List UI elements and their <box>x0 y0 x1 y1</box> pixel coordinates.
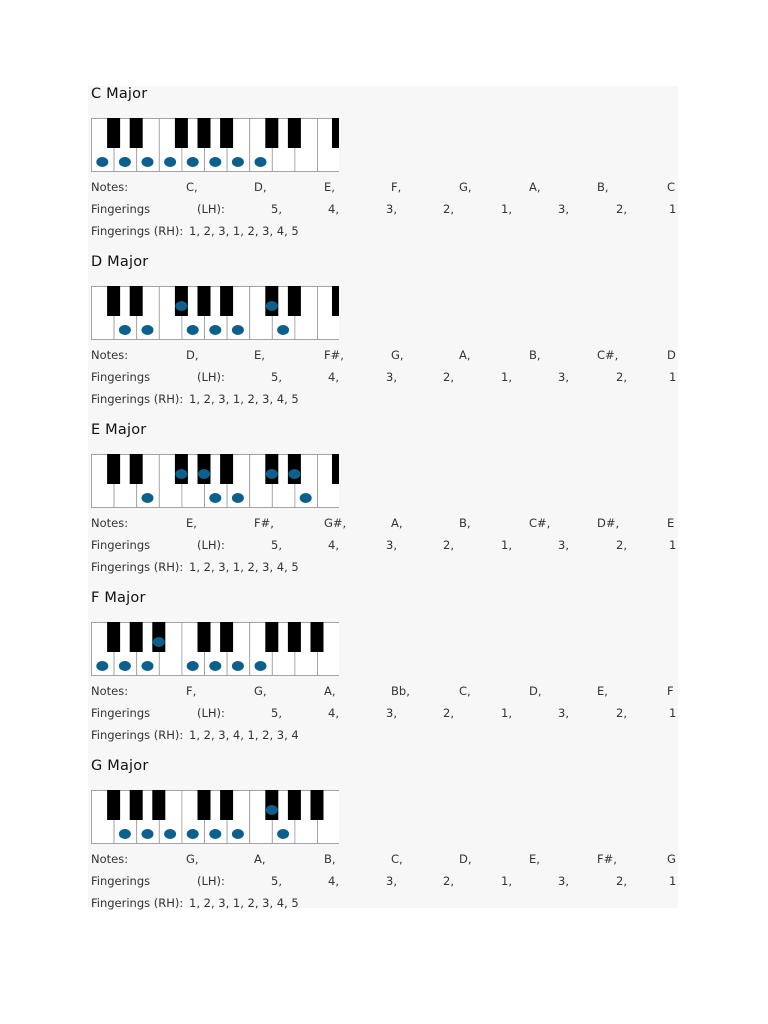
scale-title: G Major <box>91 758 149 774</box>
note-name: A, <box>254 852 266 866</box>
note-name: C, <box>186 180 198 194</box>
lh-finger: 4, <box>328 202 339 216</box>
notes-label: Notes: <box>91 348 129 362</box>
rh-label: Fingerings (RH): <box>91 896 184 910</box>
lh-finger: 1 <box>669 538 677 552</box>
note-name: F#, <box>597 852 617 866</box>
lh-label: Fingerings <box>91 538 151 552</box>
lh-hand-label: (LH): <box>197 370 225 384</box>
rh-fingering-row <box>91 896 678 912</box>
note-name: B, <box>529 348 541 362</box>
scale-note-dot <box>142 829 154 839</box>
scale-title: F Major <box>91 590 146 606</box>
rh-label: Fingerings (RH): <box>91 728 184 742</box>
note-name: D <box>667 348 676 362</box>
lh-finger: 3, <box>386 370 397 384</box>
scale-note-dot <box>119 325 131 335</box>
scale-note-dot <box>232 493 244 503</box>
scale-note-dot <box>187 325 199 335</box>
lh-finger: 1, <box>501 874 512 888</box>
black-key <box>220 622 233 652</box>
black-key <box>220 454 233 484</box>
lh-fingering-row <box>91 874 678 890</box>
lh-finger: 2, <box>443 706 454 720</box>
black-key <box>332 286 339 316</box>
lh-fingering-row <box>91 706 678 722</box>
note-name: B, <box>597 180 609 194</box>
note-name: E, <box>324 180 335 194</box>
note-name: E <box>667 516 675 530</box>
lh-finger: 1, <box>501 706 512 720</box>
lh-finger: 1 <box>669 874 677 888</box>
scale-note-dot <box>232 157 244 167</box>
piano-keyboard <box>91 118 339 172</box>
scale-note-dot <box>232 325 244 335</box>
lh-finger: 2, <box>443 538 454 552</box>
note-name: B, <box>459 516 471 530</box>
piano-keyboard <box>91 286 339 340</box>
lh-finger: 1 <box>669 706 677 720</box>
rh-fingering-row <box>91 560 678 576</box>
lh-finger: 4, <box>328 538 339 552</box>
scale-note-dot <box>187 829 199 839</box>
black-key <box>311 622 324 652</box>
black-key <box>198 790 211 820</box>
rh-fingering-row <box>91 392 678 408</box>
black-key <box>332 118 339 148</box>
black-key <box>311 790 324 820</box>
scale-title: C Major <box>91 86 148 102</box>
note-name: D, <box>529 684 542 698</box>
note-name: Bb, <box>391 684 410 698</box>
scale-note-dot <box>288 469 300 479</box>
lh-finger: 1 <box>669 202 677 216</box>
scale-title: D Major <box>91 254 149 270</box>
note-name: A, <box>324 684 336 698</box>
lh-finger: 1 <box>669 370 677 384</box>
black-key <box>130 118 143 148</box>
notes-row <box>91 180 678 196</box>
scale-note-dot <box>175 469 187 479</box>
lh-finger: 2, <box>616 874 627 888</box>
scale-note-dot <box>142 157 154 167</box>
note-name: F#, <box>324 348 344 362</box>
note-name: G, <box>459 180 472 194</box>
scale-note-dot <box>266 301 278 311</box>
scale-block <box>91 254 678 414</box>
lh-finger: 3, <box>558 370 569 384</box>
scale-note-dot <box>96 157 108 167</box>
black-key <box>198 622 211 652</box>
black-key <box>152 790 165 820</box>
lh-finger: 2, <box>616 202 627 216</box>
scale-note-dot <box>119 661 131 671</box>
lh-finger: 5, <box>271 874 282 888</box>
scales-sheet <box>88 86 678 908</box>
lh-fingering-row <box>91 538 678 554</box>
lh-finger: 2, <box>443 370 454 384</box>
rh-fingering-row <box>91 224 678 240</box>
black-key <box>265 622 278 652</box>
lh-finger: 5, <box>271 706 282 720</box>
note-name: F#, <box>254 516 274 530</box>
scale-block <box>91 86 678 246</box>
scale-note-dot <box>209 661 221 671</box>
scale-note-dot <box>209 493 221 503</box>
rh-label: Fingerings (RH): <box>91 224 184 238</box>
black-key <box>130 790 143 820</box>
lh-fingering-row <box>91 202 678 218</box>
lh-finger: 3, <box>558 538 569 552</box>
notes-row <box>91 684 678 700</box>
lh-label: Fingerings <box>91 370 151 384</box>
lh-finger: 2, <box>616 706 627 720</box>
lh-finger: 3, <box>386 202 397 216</box>
scale-block <box>91 758 678 918</box>
note-name: E, <box>529 852 540 866</box>
black-key <box>288 286 301 316</box>
lh-finger: 1, <box>501 370 512 384</box>
lh-hand-label: (LH): <box>197 874 225 888</box>
notes-row <box>91 852 678 868</box>
lh-finger: 3, <box>386 538 397 552</box>
rh-fingers: 1, 2, 3, 1, 2, 3, 4, 5 <box>189 224 299 238</box>
scale-note-dot <box>142 661 154 671</box>
note-name: B, <box>324 852 336 866</box>
note-name: G <box>667 852 676 866</box>
lh-label: Fingerings <box>91 874 151 888</box>
scale-note-dot <box>300 493 312 503</box>
lh-finger: 3, <box>558 706 569 720</box>
note-name: F <box>667 684 674 698</box>
black-key <box>107 286 120 316</box>
note-name: C, <box>391 852 403 866</box>
piano-keyboard <box>91 622 339 676</box>
black-key <box>130 454 143 484</box>
scale-block <box>91 422 678 582</box>
note-name: F, <box>391 180 402 194</box>
scale-note-dot <box>142 325 154 335</box>
lh-finger: 2, <box>616 538 627 552</box>
lh-hand-label: (LH): <box>197 538 225 552</box>
lh-finger: 2, <box>443 202 454 216</box>
lh-label: Fingerings <box>91 202 151 216</box>
rh-label: Fingerings (RH): <box>91 392 184 406</box>
scale-note-dot <box>232 661 244 671</box>
scale-note-dot <box>255 661 267 671</box>
scale-note-dot <box>175 301 187 311</box>
lh-finger: 3, <box>558 874 569 888</box>
rh-label: Fingerings (RH): <box>91 560 184 574</box>
scale-note-dot <box>277 829 289 839</box>
lh-label: Fingerings <box>91 706 151 720</box>
notes-label: Notes: <box>91 684 129 698</box>
lh-finger: 4, <box>328 874 339 888</box>
black-key <box>220 286 233 316</box>
scale-note-dot <box>255 157 267 167</box>
scale-note-dot <box>96 661 108 671</box>
scale-note-dot <box>119 157 131 167</box>
black-key <box>265 118 278 148</box>
scale-note-dot <box>232 829 244 839</box>
note-name: C, <box>459 684 471 698</box>
notes-row <box>91 516 678 532</box>
note-name: D, <box>186 348 199 362</box>
scale-note-dot <box>277 325 289 335</box>
black-key <box>130 286 143 316</box>
scale-note-dot <box>198 469 210 479</box>
black-key <box>220 790 233 820</box>
black-key <box>175 118 188 148</box>
rh-fingers: 1, 2, 3, 1, 2, 3, 4, 5 <box>189 560 299 574</box>
note-name: E, <box>597 684 608 698</box>
lh-finger: 5, <box>271 370 282 384</box>
lh-finger: 4, <box>328 706 339 720</box>
scale-note-dot <box>119 829 131 839</box>
scale-note-dot <box>164 157 176 167</box>
lh-finger: 3, <box>386 874 397 888</box>
rh-fingers: 1, 2, 3, 1, 2, 3, 4, 5 <box>189 896 299 910</box>
lh-finger: 3, <box>558 202 569 216</box>
note-name: C#, <box>529 516 551 530</box>
black-key <box>107 454 120 484</box>
lh-finger: 1, <box>501 538 512 552</box>
note-name: E, <box>186 516 197 530</box>
note-name: D#, <box>597 516 620 530</box>
note-name: A, <box>529 180 541 194</box>
note-name: G, <box>186 852 199 866</box>
scale-note-dot <box>266 805 278 815</box>
lh-hand-label: (LH): <box>197 706 225 720</box>
black-key <box>107 622 120 652</box>
black-key <box>130 622 143 652</box>
note-name: D, <box>254 180 267 194</box>
note-name: E, <box>254 348 265 362</box>
note-name: G#, <box>324 516 347 530</box>
note-name: C#, <box>597 348 619 362</box>
scale-note-dot <box>164 829 176 839</box>
black-key <box>198 286 211 316</box>
notes-label: Notes: <box>91 180 129 194</box>
note-name: C <box>667 180 676 194</box>
note-name: A, <box>459 348 471 362</box>
note-name: G, <box>254 684 267 698</box>
scale-note-dot <box>153 637 165 647</box>
note-name: D, <box>459 852 472 866</box>
scale-block <box>91 590 678 750</box>
scale-note-dot <box>187 157 199 167</box>
rh-fingers: 1, 2, 3, 4, 1, 2, 3, 4 <box>189 728 299 742</box>
piano-keyboard <box>91 790 339 844</box>
scale-note-dot <box>209 325 221 335</box>
lh-fingering-row <box>91 370 678 386</box>
notes-row <box>91 348 678 364</box>
lh-finger: 1, <box>501 202 512 216</box>
black-key <box>107 790 120 820</box>
black-key <box>332 454 339 484</box>
scale-title: E Major <box>91 422 147 438</box>
rh-fingering-row <box>91 728 678 744</box>
scale-note-dot <box>266 469 278 479</box>
black-key <box>198 118 211 148</box>
black-key <box>288 622 301 652</box>
note-name: G, <box>391 348 404 362</box>
scale-note-dot <box>142 493 154 503</box>
scale-note-dot <box>187 661 199 671</box>
notes-label: Notes: <box>91 516 129 530</box>
lh-finger: 3, <box>386 706 397 720</box>
lh-finger: 5, <box>271 538 282 552</box>
black-key <box>288 790 301 820</box>
lh-finger: 4, <box>328 370 339 384</box>
lh-hand-label: (LH): <box>197 202 225 216</box>
black-key <box>107 118 120 148</box>
black-key <box>288 118 301 148</box>
scale-note-dot <box>209 829 221 839</box>
lh-finger: 5, <box>271 202 282 216</box>
black-key <box>220 118 233 148</box>
piano-keyboard <box>91 454 339 508</box>
lh-finger: 2, <box>443 874 454 888</box>
notes-label: Notes: <box>91 852 129 866</box>
lh-finger: 2, <box>616 370 627 384</box>
note-name: A, <box>391 516 403 530</box>
scale-note-dot <box>209 157 221 167</box>
note-name: F, <box>186 684 197 698</box>
rh-fingers: 1, 2, 3, 1, 2, 3, 4, 5 <box>189 392 299 406</box>
